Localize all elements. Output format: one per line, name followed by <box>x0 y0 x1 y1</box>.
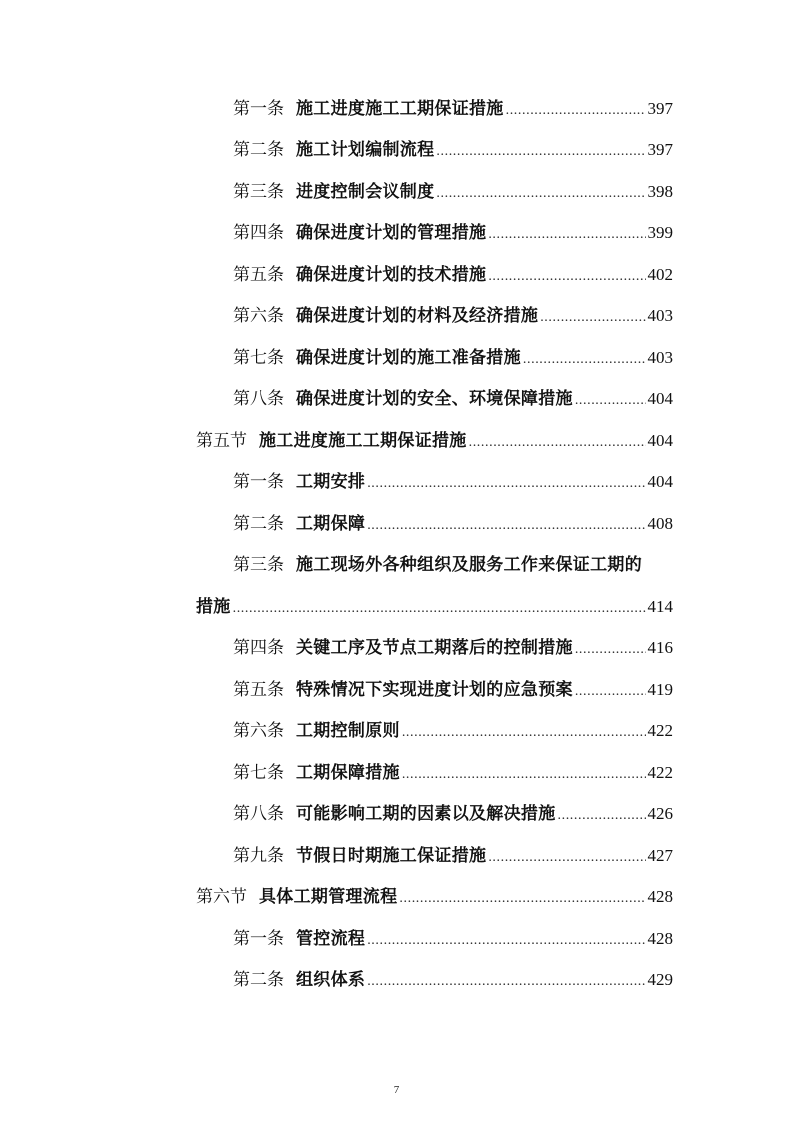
toc-entry-page: 404 <box>647 472 673 491</box>
toc-entry-number: 第三条 <box>233 555 284 575</box>
toc-entry-number: 第一条 <box>233 929 284 949</box>
toc-section-title: 施工进度施工工期保证措施 <box>259 431 467 451</box>
toc-entry-number: 第七条 <box>233 763 284 783</box>
dot-leader <box>540 303 645 333</box>
toc-entry[interactable] <box>0 135 793 165</box>
dot-leader <box>402 760 646 790</box>
toc-entry-title: 确保进度计划的管理措施 <box>296 223 487 243</box>
toc-entry[interactable] <box>0 758 793 788</box>
toc-entry[interactable] <box>0 384 793 414</box>
toc-entry-title-continuation: 措施 <box>196 597 231 617</box>
dot-leader <box>367 926 645 956</box>
toc-entry-number: 第二条 <box>233 514 284 534</box>
toc-entry[interactable] <box>0 177 793 207</box>
dot-leader <box>402 718 646 748</box>
toc-entry[interactable] <box>0 675 793 705</box>
dot-leader <box>506 96 646 126</box>
toc-entry-number: 第九条 <box>233 846 284 866</box>
toc-entry-title: 节假日时期施工保证措施 <box>296 846 487 866</box>
toc-entry[interactable] <box>0 509 793 539</box>
toc-entry-page: 397 <box>647 99 673 118</box>
toc-entry-continuation[interactable] <box>0 592 793 622</box>
toc-section-page: 428 <box>647 887 673 906</box>
toc-entry-title: 工期保障措施 <box>296 763 400 783</box>
toc-entry-number: 第三条 <box>233 182 284 202</box>
toc-entry-number: 第六条 <box>233 721 284 741</box>
toc-entry-number: 第二条 <box>233 970 284 990</box>
toc-entry-title: 进度控制会议制度 <box>296 182 435 202</box>
toc-entry-number: 第七条 <box>233 348 284 368</box>
toc-entry[interactable] <box>0 260 793 290</box>
toc-entry-title: 施工进度施工工期保证措施 <box>296 99 504 119</box>
toc-entry-title: 管控流程 <box>296 929 366 949</box>
dot-leader <box>469 428 646 458</box>
toc-entry-title: 特殊情况下实现进度计划的应急预案 <box>296 680 573 700</box>
dot-leader <box>575 386 646 416</box>
toc-entry-title: 工期安排 <box>296 472 366 492</box>
toc-entry-page: 422 <box>647 763 673 782</box>
dot-leader <box>399 884 645 914</box>
dot-leader <box>367 511 645 541</box>
toc-entry-number: 第六条 <box>233 306 284 326</box>
toc-entry[interactable] <box>0 94 793 124</box>
toc-entry-page: 427 <box>647 846 673 865</box>
toc-entry-title: 关键工序及节点工期落后的控制措施 <box>296 638 573 658</box>
toc-entry-number: 第四条 <box>233 223 284 243</box>
dot-leader <box>488 262 645 292</box>
toc-entry-page: 429 <box>647 970 673 989</box>
toc-entry-title: 可能影响工期的因素以及解决措施 <box>296 804 556 824</box>
toc-entry[interactable] <box>0 343 793 373</box>
toc-entry-number: 第一条 <box>233 99 284 119</box>
dot-leader <box>367 469 645 499</box>
toc-entry-number: 第四条 <box>233 638 284 658</box>
toc-entry[interactable] <box>0 716 793 746</box>
toc-section-page: 404 <box>647 431 673 450</box>
toc-entry-number: 第一条 <box>233 472 284 492</box>
toc-entry-title: 确保进度计划的材料及经济措施 <box>296 306 539 326</box>
dot-leader <box>488 220 645 250</box>
toc-entry[interactable] <box>0 301 793 331</box>
toc-entry-page: 403 <box>647 306 673 325</box>
toc-entry[interactable] <box>0 218 793 248</box>
toc-entry-page: 416 <box>647 638 673 657</box>
toc-entry-page: 404 <box>647 389 673 408</box>
toc-section-number: 第五节 <box>196 431 247 451</box>
toc-entry-title: 确保进度计划的施工准备措施 <box>296 348 521 368</box>
toc-entry[interactable] <box>0 467 793 497</box>
dot-leader <box>523 345 646 375</box>
dot-leader <box>233 594 646 624</box>
toc-section[interactable] <box>0 426 793 456</box>
toc-entry-title: 确保进度计划的技术措施 <box>296 265 487 285</box>
toc-entry-title: 工期保障 <box>296 514 366 534</box>
toc-entry[interactable] <box>0 633 793 663</box>
toc-entry-page: 426 <box>647 804 673 823</box>
toc-section[interactable] <box>0 882 793 912</box>
dot-leader <box>575 677 646 707</box>
toc-entry-number: 第五条 <box>233 680 284 700</box>
toc-entry-number: 第二条 <box>233 140 284 160</box>
toc-entry-number: 第五条 <box>233 265 284 285</box>
toc-entry-number: 第八条 <box>233 389 284 409</box>
toc-entry-page: 398 <box>647 182 673 201</box>
toc-section-title: 具体工期管理流程 <box>259 887 398 907</box>
toc-entry[interactable] <box>0 550 793 580</box>
toc-entry-page: 403 <box>647 348 673 367</box>
page-number: 7 <box>393 1084 400 1096</box>
dot-leader <box>367 967 645 997</box>
toc-entry-title: 组织体系 <box>296 970 366 990</box>
toc-entry[interactable] <box>0 965 793 995</box>
dot-leader <box>488 843 645 873</box>
toc-entry-page: 397 <box>647 140 673 159</box>
dot-leader <box>575 635 646 665</box>
toc-entry-number: 第八条 <box>233 804 284 824</box>
toc-entry-page: 414 <box>647 597 673 616</box>
toc-entry-page: 428 <box>647 929 673 948</box>
toc-entry-title: 工期控制原则 <box>296 721 400 741</box>
toc-entry-page: 399 <box>647 223 673 242</box>
dot-leader <box>436 137 645 167</box>
toc-entry-page: 402 <box>647 265 673 284</box>
toc-entry-page: 419 <box>647 680 673 699</box>
toc-entry[interactable] <box>0 799 793 829</box>
toc-section-number: 第六节 <box>196 887 247 907</box>
toc-entry-page: 422 <box>647 721 673 740</box>
toc-entry-title: 施工计划编制流程 <box>296 140 435 160</box>
toc-entry[interactable] <box>0 924 793 954</box>
toc-entry-title: 确保进度计划的安全、环境保障措施 <box>296 389 573 409</box>
dot-leader <box>436 179 645 209</box>
toc-entry[interactable] <box>0 841 793 871</box>
dot-leader <box>558 801 646 831</box>
toc-entry-page: 408 <box>647 514 673 533</box>
toc-entry-title: 施工现场外各种组织及服务工作来保证工期的 <box>296 555 642 575</box>
